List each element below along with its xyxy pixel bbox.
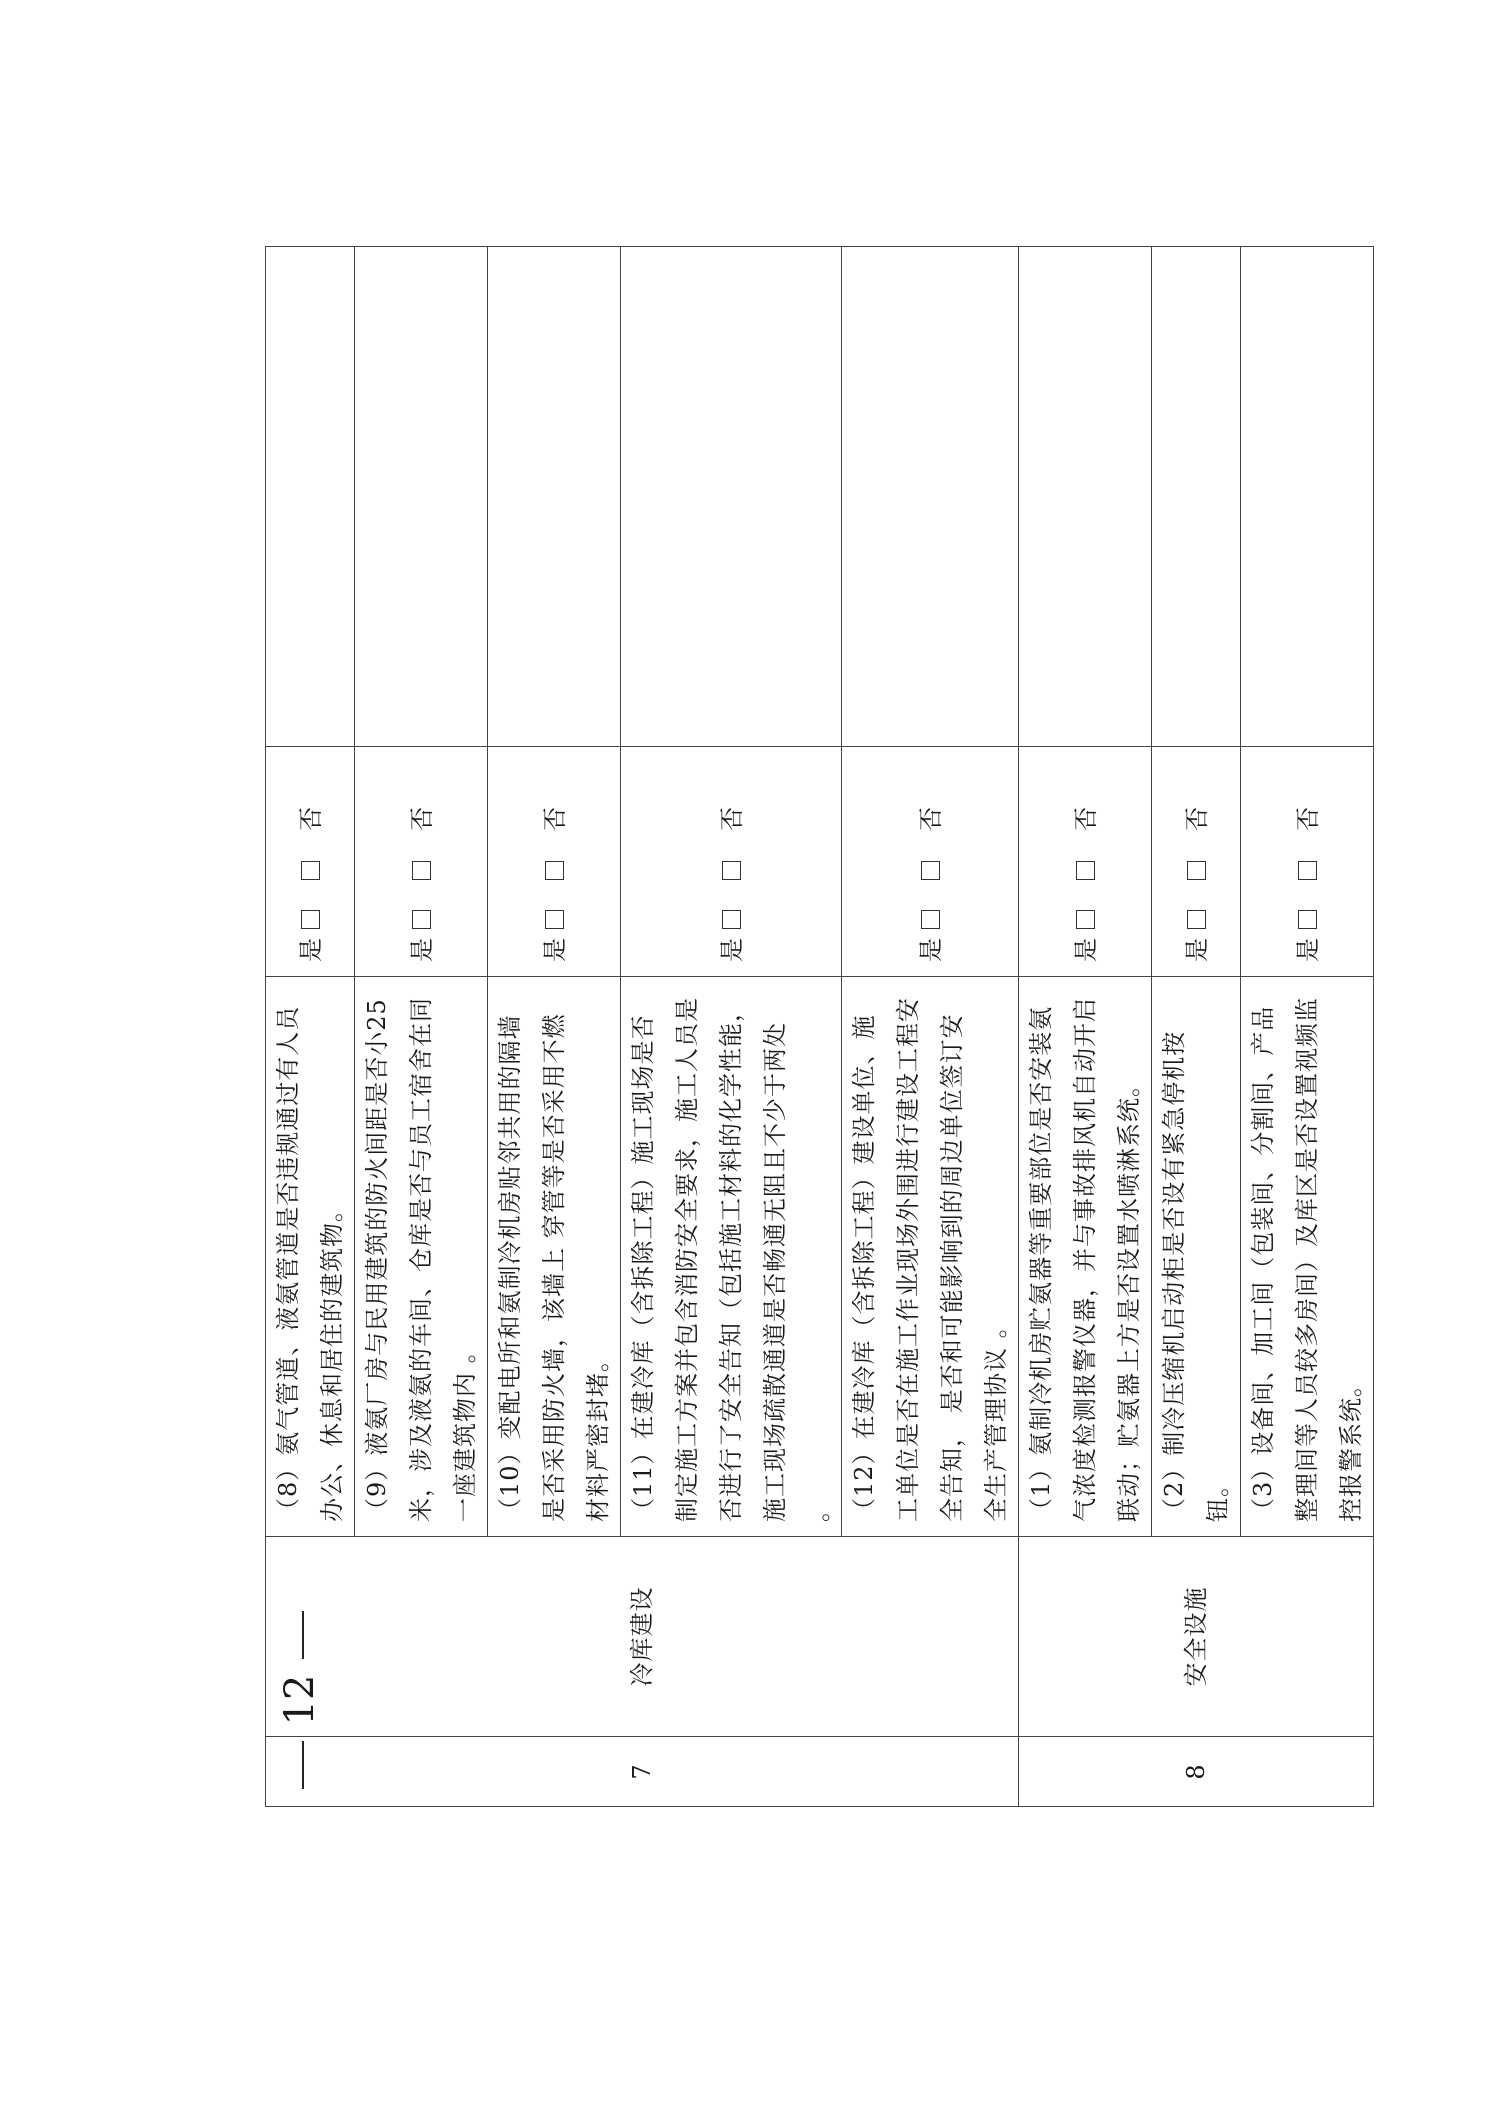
yes-no-options [1241,747,1374,977]
yes-label: 是 [407,937,436,962]
yes-no-options [842,747,1019,977]
check-content: （3）设备间、加工间（包装间、分割间、产品整理间等人员较多房间）及库区是否设置视频监控报警系统。 [1241,977,1374,1537]
page-number-dash-right [302,1611,304,1659]
no-label: 否 [1182,806,1211,831]
yes-label: 是 [717,937,746,962]
remarks-cell[interactable] [621,247,842,747]
yes-no-options [1152,747,1241,977]
yes-checkbox[interactable] [412,910,431,929]
check-content: （11）在建冷库（含拆除工程）施工现场是否制定施工方案并包含消防安全要求，施工人员是否进行了安全告知（包括施工材料的化学性能，施工现场疏散通道是否畅通无阻且不少于两处 。 [621,977,842,1537]
check-content: （9）液氨厂房与民用建筑的防火间距是否小25米，涉及液氨的车间、仓库是否与员工宿舍在同一座建筑物内 。 [355,977,488,1537]
no-checkbox[interactable] [545,861,564,880]
page-number-dash-left [302,1741,304,1789]
yes-label: 是 [1182,937,1211,962]
remarks-cell[interactable] [1241,247,1374,747]
item-number: 8 [1019,1737,1374,1807]
no-label: 否 [1293,806,1322,831]
remarks-cell[interactable] [842,247,1019,747]
yes-checkbox[interactable] [1076,910,1095,929]
yes-label: 是 [1293,937,1322,962]
remarks-cell[interactable] [1019,247,1152,747]
yes-no-options [1019,747,1152,977]
no-label: 否 [1071,806,1100,831]
no-checkbox[interactable] [1298,861,1317,880]
check-content: （10）变配电所和氨制冷机房贴邻共用的隔墙是否采用防火墙，该墙上 穿管等是否采用不燃材料严密封堵。 [488,977,621,1537]
item-category: 冷库建设 [266,1537,1019,1737]
yes-checkbox[interactable] [545,910,564,929]
remarks-cell[interactable] [355,247,488,747]
item-number: 7 [266,1737,1019,1807]
yes-checkbox[interactable] [921,910,940,929]
yes-no-options [488,747,621,977]
check-content: （2）制冷压缩机启动柜是否设有紧急停机按钮。 [1152,977,1241,1537]
check-content: （1）氨制冷机房贮氨器等重要部位是否安装氨气浓度检测报警仪器，并与事故排风机自动开启联动；贮氨器上方是否设置水喷淋系统。 [1019,977,1152,1537]
yes-checkbox[interactable] [722,910,741,929]
yes-label: 是 [540,937,569,962]
yes-no-options [355,747,488,977]
no-checkbox[interactable] [412,861,431,880]
yes-label: 是 [916,937,945,962]
no-label: 否 [916,806,945,831]
yes-no-options [266,747,355,977]
no-label: 否 [407,806,436,831]
rotated-page-content [265,247,1365,1807]
page-number-value: 12 [277,1674,323,1726]
no-label: 否 [296,806,325,831]
table-row [1019,247,1152,1807]
item-category: 安全设施 [1019,1537,1374,1737]
yes-checkbox[interactable] [301,910,320,929]
no-checkbox[interactable] [921,861,940,880]
remarks-cell[interactable] [488,247,621,747]
yes-label: 是 [296,937,325,962]
no-label: 否 [717,806,746,831]
no-label: 否 [540,806,569,831]
remarks-cell[interactable] [266,247,355,747]
check-content: （8）氨气管道、液氨管道是否违规通过有人员办公、休息和居住的建筑物。 [266,977,355,1537]
check-content: （12）在建冷库（含拆除工程）建设单位、施工单位是否在施工作业现场外围进行建设工程安全告知， 是否和可能影响到的周边单位签订安全生产管理协议 。 [842,977,1019,1537]
no-checkbox[interactable] [722,861,741,880]
no-checkbox[interactable] [1187,861,1206,880]
no-checkbox[interactable] [301,861,320,880]
yes-no-options [621,747,842,977]
remarks-cell[interactable] [1152,247,1241,747]
page-number [270,1550,330,1850]
yes-checkbox[interactable] [1187,910,1206,929]
yes-checkbox[interactable] [1298,910,1317,929]
no-checkbox[interactable] [1076,861,1095,880]
yes-label: 是 [1071,937,1100,962]
inspection-table [265,246,1374,1807]
